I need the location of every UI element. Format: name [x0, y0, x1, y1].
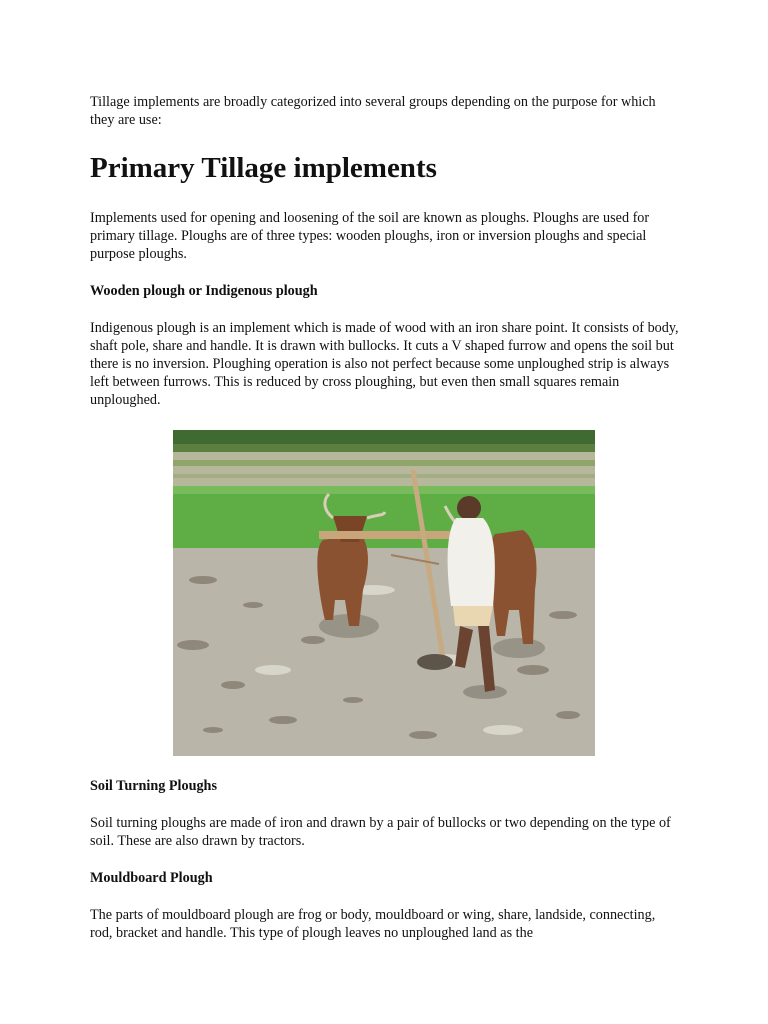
- primary-tillage-paragraph: Implements used for opening and loosening of the soil are known as ploughs. Ploughs are used for primary tillage. Ploughs are of three types: wooden ploughs, iron or inversion ploughs and special purpose ploughs.: [90, 210, 650, 262]
- section-title-wooden-plough: Wooden plough or Indigenous plough: [90, 283, 318, 299]
- ploughing-photo-illustration: [173, 430, 595, 756]
- section-title-mouldboard-plough: Mouldboard Plough: [90, 870, 213, 886]
- intro-paragraph: Tillage implements are broadly categorized into several groups depending on the purpose for which they are use:: [90, 94, 656, 128]
- section-text-wooden-plough: Indigenous plough is an implement which is made of wood with an iron share point. It consists of body, shaft pole, share and handle. It is drawn with bullocks. It cuts a V shaped furrow and opens the soil but there is no inversion. Ploughing operation is also not perfect because some unploughed strip is always left between furrows. This is reduced by cross ploughing, but even then small squares remain unploughed.: [90, 320, 679, 408]
- page-title: Primary Tillage implements: [90, 152, 437, 184]
- document-page: [90, 93, 680, 942]
- section-text-soil-turning-ploughs: Soil turning ploughs are made of iron and drawn by a pair of bullocks or two depending on the type of soil. These are also drawn by tractors.: [90, 815, 671, 849]
- section-title-soil-turning-ploughs: Soil Turning Ploughs: [90, 778, 217, 794]
- ploughing-photo: [173, 430, 595, 756]
- section-text-mouldboard-plough: The parts of mouldboard plough are frog or body, mouldboard or wing, share, landside, connecting, rod, bracket and handle. This type of plough leaves no unploughed land as the: [90, 907, 656, 941]
